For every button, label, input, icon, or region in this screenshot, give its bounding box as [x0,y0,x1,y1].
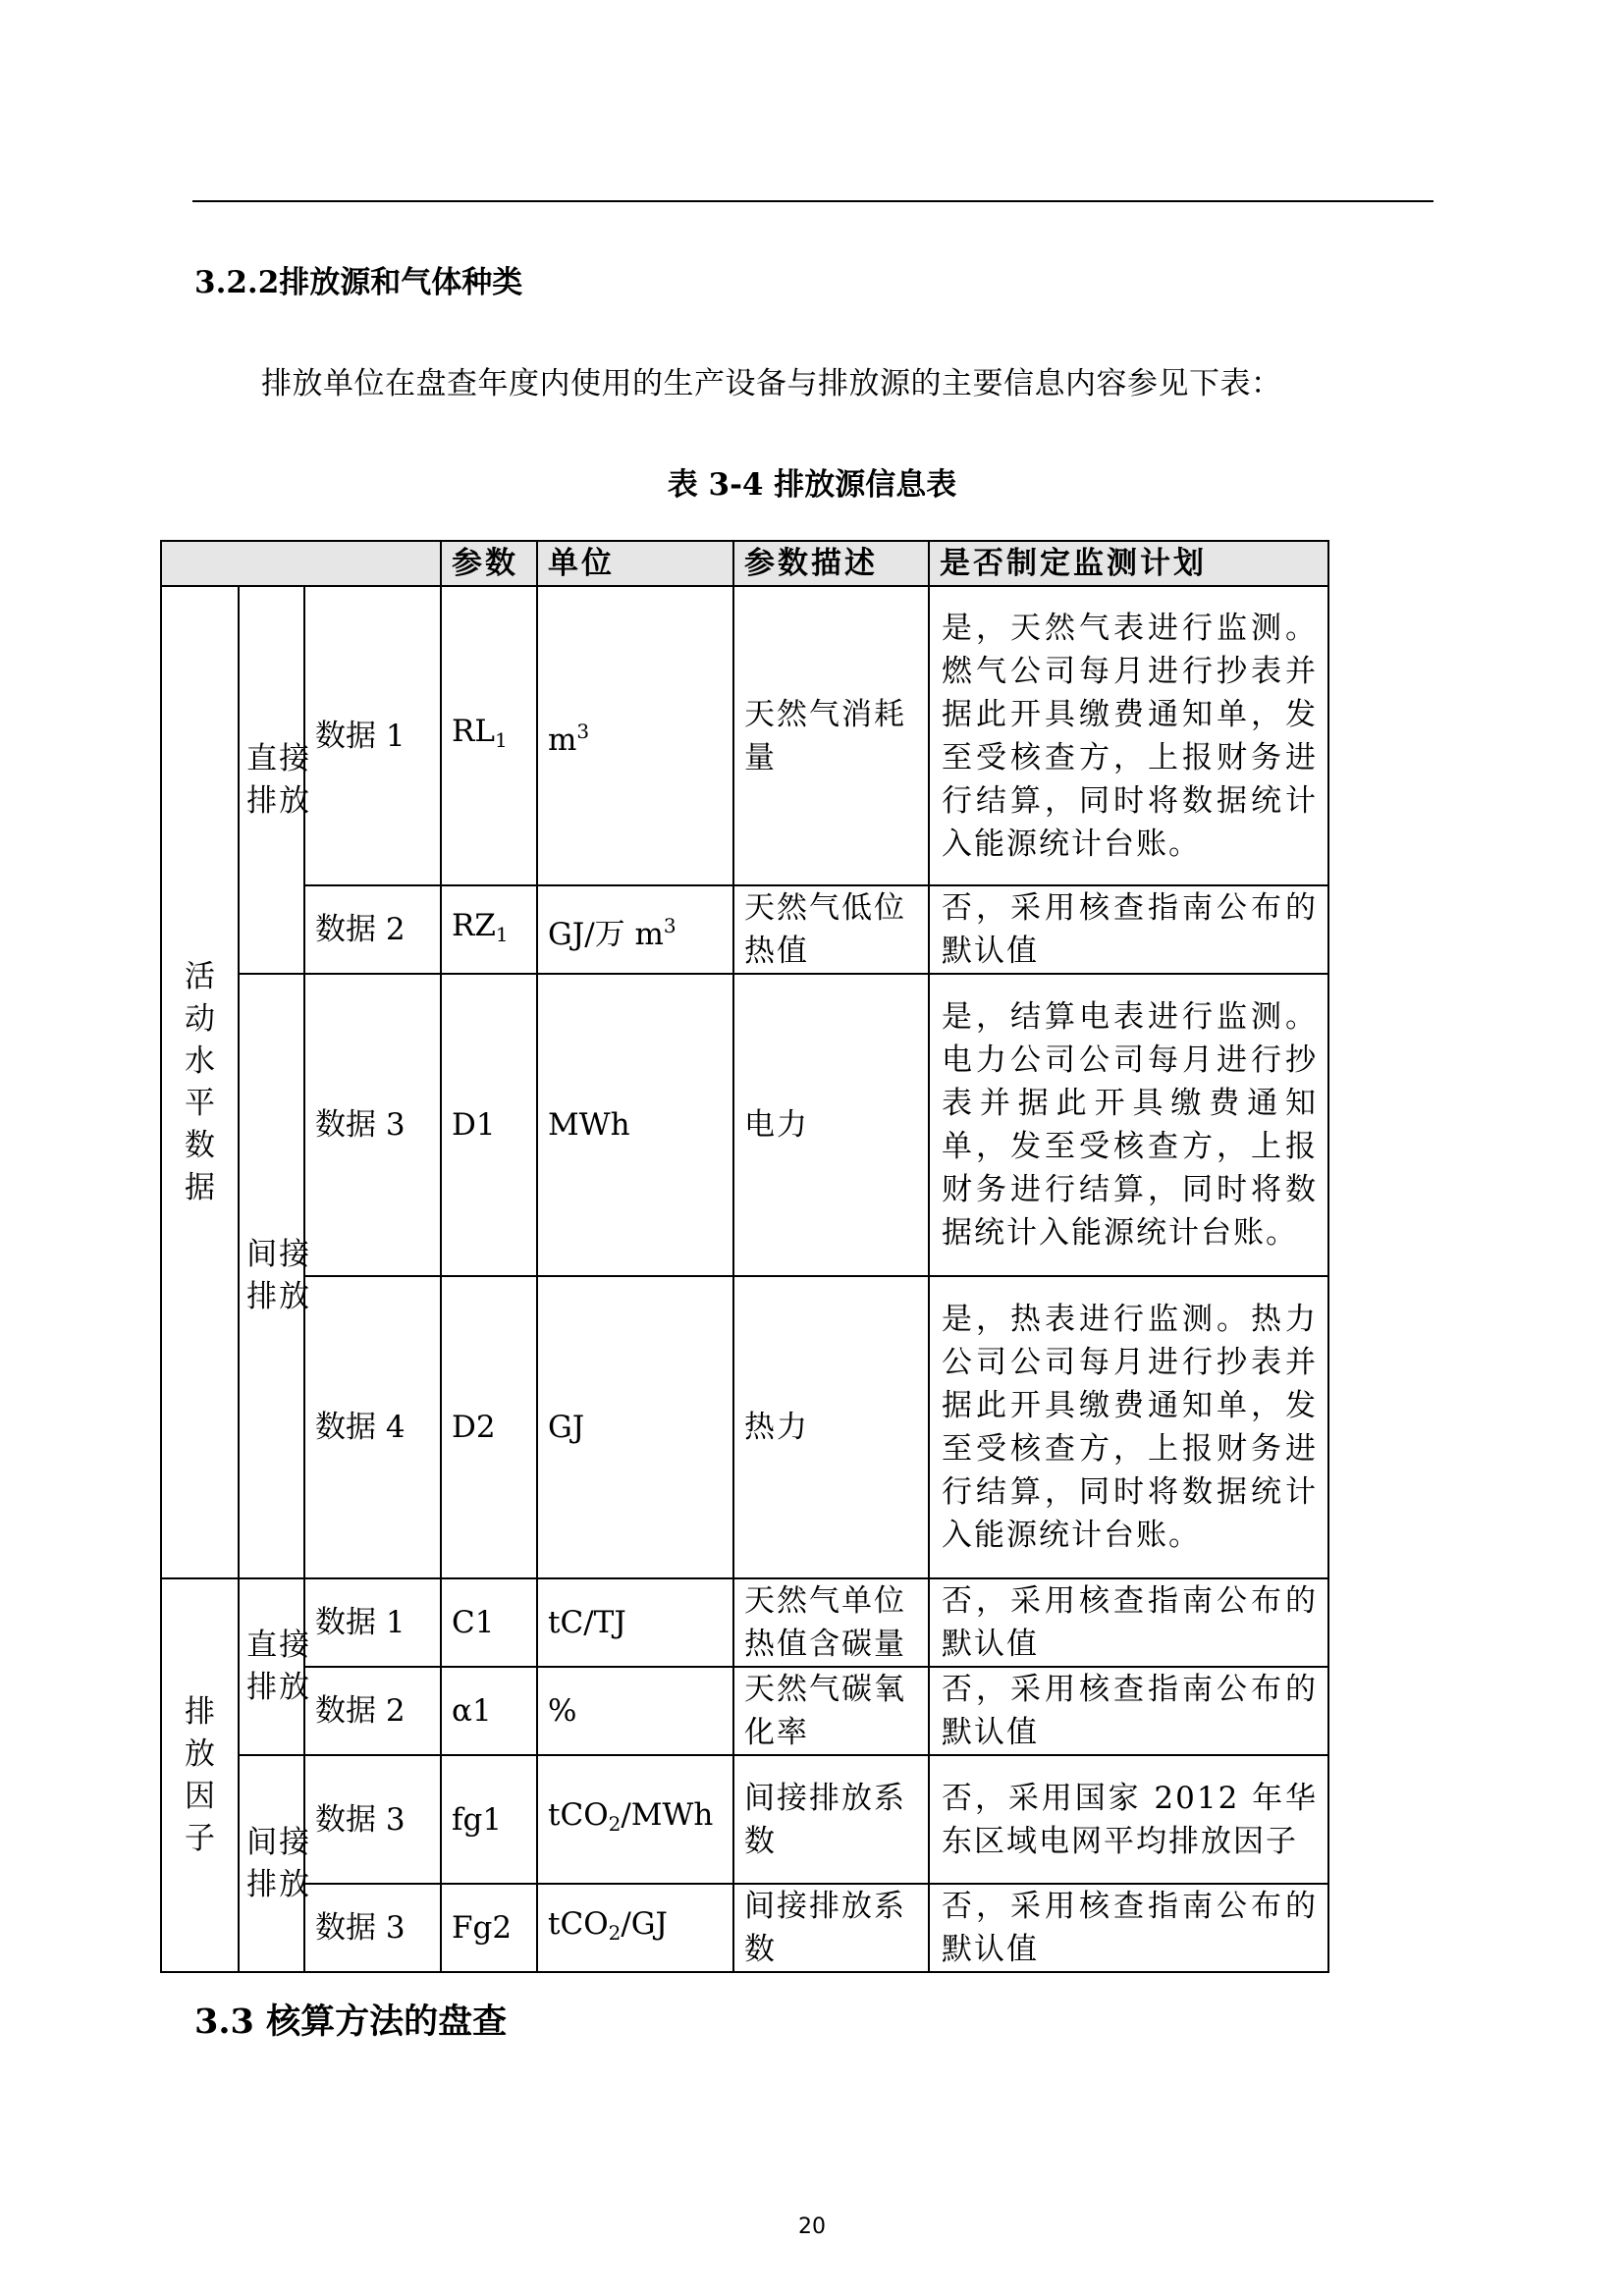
row-param: fg1 [441,1755,537,1884]
header-unit: 单位 [537,541,733,586]
row-name: 数据 2 [304,885,441,974]
table-row [161,885,1328,974]
row-name: 数据 3 [304,1755,441,1884]
header-rule [192,200,1434,202]
table-row [161,1884,1328,1972]
row-plan: 是，结算电表进行监测。电力公司公司每月进行抄表并据此开具缴费通知单，发至受核查方，上报财务进行结算，同时将数据统计入能源统计台账。 [929,974,1328,1276]
header-blank-cell [161,541,441,586]
row-param: $RL_1$ [441,586,537,885]
emission-source-table [160,540,1329,1973]
row-unit: MWh [537,974,733,1276]
row-param: D2 [441,1276,537,1578]
group-indirect-emission: 间接排放 [239,1755,304,1972]
intro-paragraph: 排放单位在盘查年度内使用的生产设备与排放源的主要信息内容参见下表： [261,366,1282,401]
group-activity-data: 活动水平数据 [161,586,239,1578]
row-desc: 间接排放系数 [733,1755,929,1884]
row-plan: 否，采用核查指南公布的默认值 [929,885,1328,974]
row-name: 数据 1 [304,586,441,885]
table-row [161,1755,1328,1884]
row-name: 数据 3 [304,1884,441,1972]
row-plan: 是，热表进行监测。热力公司公司每月进行抄表并据此开具缴费通知单，发至受核查方，上报财务进行结算，同时将数据统计入能源统计台账。 [929,1276,1328,1578]
table-row [161,1276,1328,1578]
group-indirect-emission: 间接排放 [239,974,304,1578]
table-row [161,586,1328,885]
header-param: 参数 [441,541,537,586]
row-unit: % [537,1667,733,1755]
row-plan: 否，采用核查指南公布的默认值 [929,1884,1328,1972]
row-plan: 否，采用核查指南公布的默认值 [929,1667,1328,1755]
row-name: 数据 1 [304,1578,441,1667]
row-plan: 是，天然气表进行监测。燃气公司每月进行抄表并据此开具缴费通知单，发至受核查方，上报财务进行结算，同时将数据统计入能源统计台账。 [929,586,1328,885]
row-unit: GJ [537,1276,733,1578]
row-param: C1 [441,1578,537,1667]
header-desc: 参数描述 [733,541,929,586]
row-unit: tCO$_2$/MWh [537,1755,733,1884]
table-row [161,974,1328,1276]
header-plan: 是否制定监测计划 [929,541,1328,586]
row-param: D1 [441,974,537,1276]
table-row [161,1667,1328,1755]
row-desc: 电力 [733,974,929,1276]
row-name: 数据 2 [304,1667,441,1755]
row-param: α1 [441,1667,537,1755]
row-desc: 天然气碳氧化率 [733,1667,929,1755]
row-desc: 间接排放系数 [733,1884,929,1972]
group-direct-emission: 直接排放 [239,1578,304,1755]
group-direct-emission: 直接排放 [239,586,304,974]
row-plan: 否，采用核查指南公布的默认值 [929,1578,1328,1667]
section-heading: 3.2.2排放源和气体种类 [194,265,523,300]
row-desc: 天然气低位热值 [733,885,929,974]
row-unit: GJ/万 $m^3$ [537,885,733,974]
row-desc: 热力 [733,1276,929,1578]
table-header-row [161,541,1328,586]
row-name: 数据 4 [304,1276,441,1578]
row-plan: 否，采用国家 2012 年华东区域电网平均排放因子 [929,1755,1328,1884]
next-section-heading: 3.3 核算方法的盘查 [194,2002,508,2042]
table-row [161,1578,1328,1667]
page-number: 20 [798,2215,826,2239]
row-unit: $m^3$ [537,586,733,885]
row-desc: 天然气单位热值含碳量 [733,1578,929,1667]
row-param: $RZ_1$ [441,885,537,974]
row-unit: tC/TJ [537,1578,733,1667]
row-unit: tCO$_2$/GJ [537,1884,733,1972]
row-name: 数据 3 [304,974,441,1276]
table-caption: 表 3-4 排放源信息表 [667,467,957,503]
row-param: Fg2 [441,1884,537,1972]
row-desc: 天然气消耗量 [733,586,929,885]
group-emission-factor: 排放因子 [161,1578,239,1972]
